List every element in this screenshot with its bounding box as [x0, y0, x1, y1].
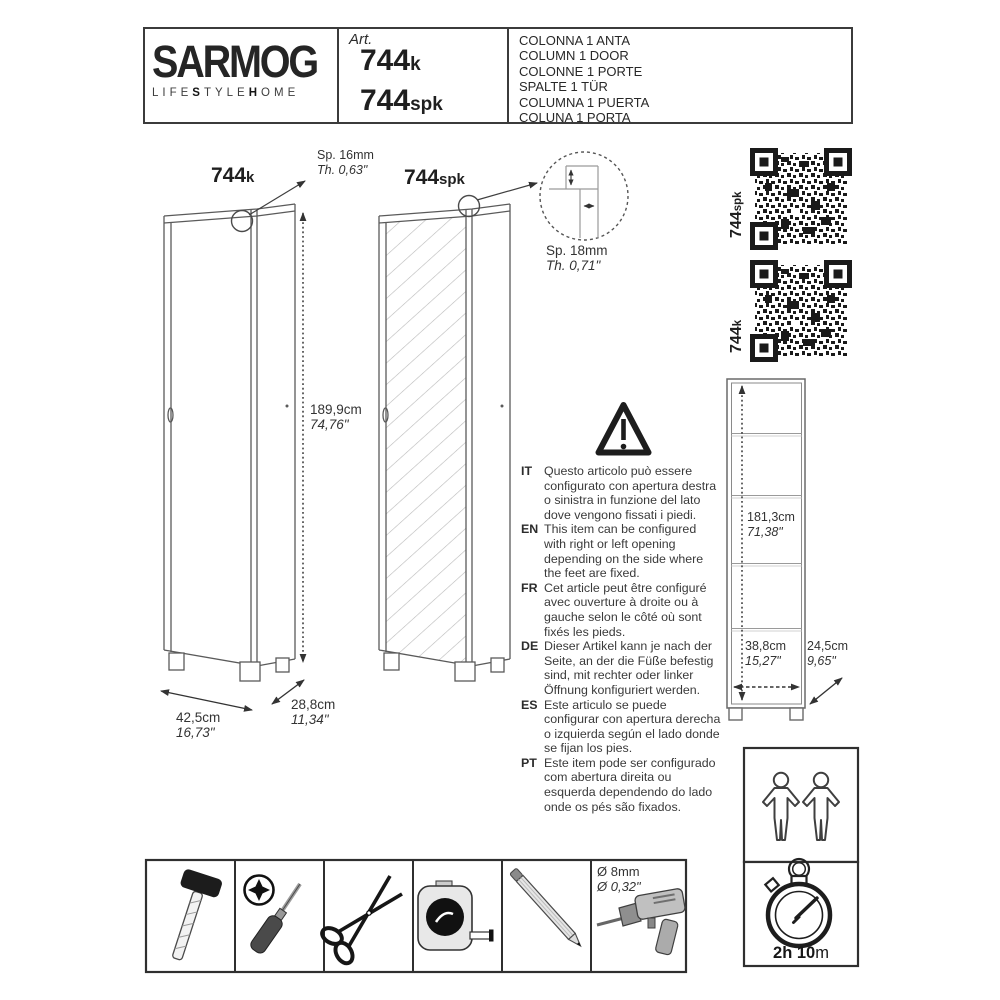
width-dim-label: 42,5cm 16,73": [176, 710, 221, 740]
brand-name: SARMOG: [152, 36, 317, 87]
drill-diameter-label: Ø 8mm Ø 0,32": [597, 864, 641, 894]
cabinet-744spk-drawing: [379, 196, 510, 682]
leader-arrows: [249, 181, 537, 215]
note-it: IT Questo articolo può essere configurato con apertura destra o sinistra in funzione del lato dove vengono fissati i piedi.: [521, 464, 717, 522]
qr-label-744k: 744k: [728, 319, 745, 353]
brand-logo: [152, 36, 332, 99]
note-de: DE Dieser Artikel kann je nach der Seite, an der die Füße befestig sind, mit rechter oder linker Öffnung konfiguriert werden.: [521, 639, 714, 697]
model-label-744spk: 744spk: [404, 166, 465, 189]
product-name-de: SPALTE 1 TÜR: [519, 79, 608, 95]
note-fr: FR Cet article peut être configuré avec ouverture à droite ou à gauche selon le côté où sont fixés les pieds.: [521, 580, 707, 639]
detail-circle-744spk: [459, 196, 480, 217]
cabinet-744k-drawing: [164, 204, 295, 681]
product-names: [519, 33, 649, 125]
art-code-744k: 744k: [360, 44, 421, 77]
height-dim-label: 189,9cm 74,76": [310, 402, 362, 432]
mirror-hatch: [386, 216, 466, 665]
header-divider-1: [337, 27, 339, 124]
note-en: EN This item can be configured with right or left opening depending on the side where the feet are fixed.: [521, 522, 704, 581]
depth-dim-label: 28,8cm 11,34": [291, 697, 336, 727]
thickness-16-label: Sp. 16mm Th. 0,63": [317, 148, 374, 177]
product-name-en: COLUMN 1 DOOR: [519, 48, 629, 64]
product-name-fr: COLONNE 1 PORTE: [519, 63, 643, 79]
note-pt: PT Este item pode ser configurado com abertura direita ou esquerda dependendo do lado onde os pés são fixados.: [521, 755, 716, 814]
qr-code-744spk: [751, 149, 851, 249]
configuration-notes: [521, 464, 721, 814]
model-label-744k: 744k: [211, 164, 255, 187]
thickness-18-label: Sp. 18mm Th. 0,71": [546, 243, 608, 273]
product-name-pt: COLUNA 1 PORTA: [519, 110, 631, 126]
qr-code-744k: [751, 261, 851, 361]
art-code-744spk: 744spk: [360, 84, 443, 117]
internal-width-label: 38,8cm 15,27": [745, 639, 786, 668]
detail-circle-744k: [232, 211, 253, 232]
assembly-info-boxes: [744, 748, 858, 966]
brand-tagline: LIFESTYLEHOME: [152, 87, 300, 99]
product-name-es: COLUMNA 1 PUERTA: [519, 94, 650, 110]
dimension-arrows: [161, 213, 304, 710]
art-label: Art.: [349, 31, 373, 48]
note-es: ES Este articulo se puede configurar con apertura derecha o izquierda según el lado donde se fijan los pies.: [521, 697, 721, 756]
assembly-time-label: 2h 10m: [773, 944, 829, 962]
product-name-it: COLONNA 1 ANTA: [519, 33, 631, 48]
joint-detail-circle: [540, 152, 628, 240]
internal-height-label: 181,3cm 71,38": [747, 510, 795, 539]
header-divider-2: [507, 27, 509, 124]
warning-triangle-icon: [599, 405, 649, 453]
side-depth-label: 24,5cm 9,65": [807, 639, 848, 668]
qr-label-744spk: 744spk: [728, 191, 745, 238]
